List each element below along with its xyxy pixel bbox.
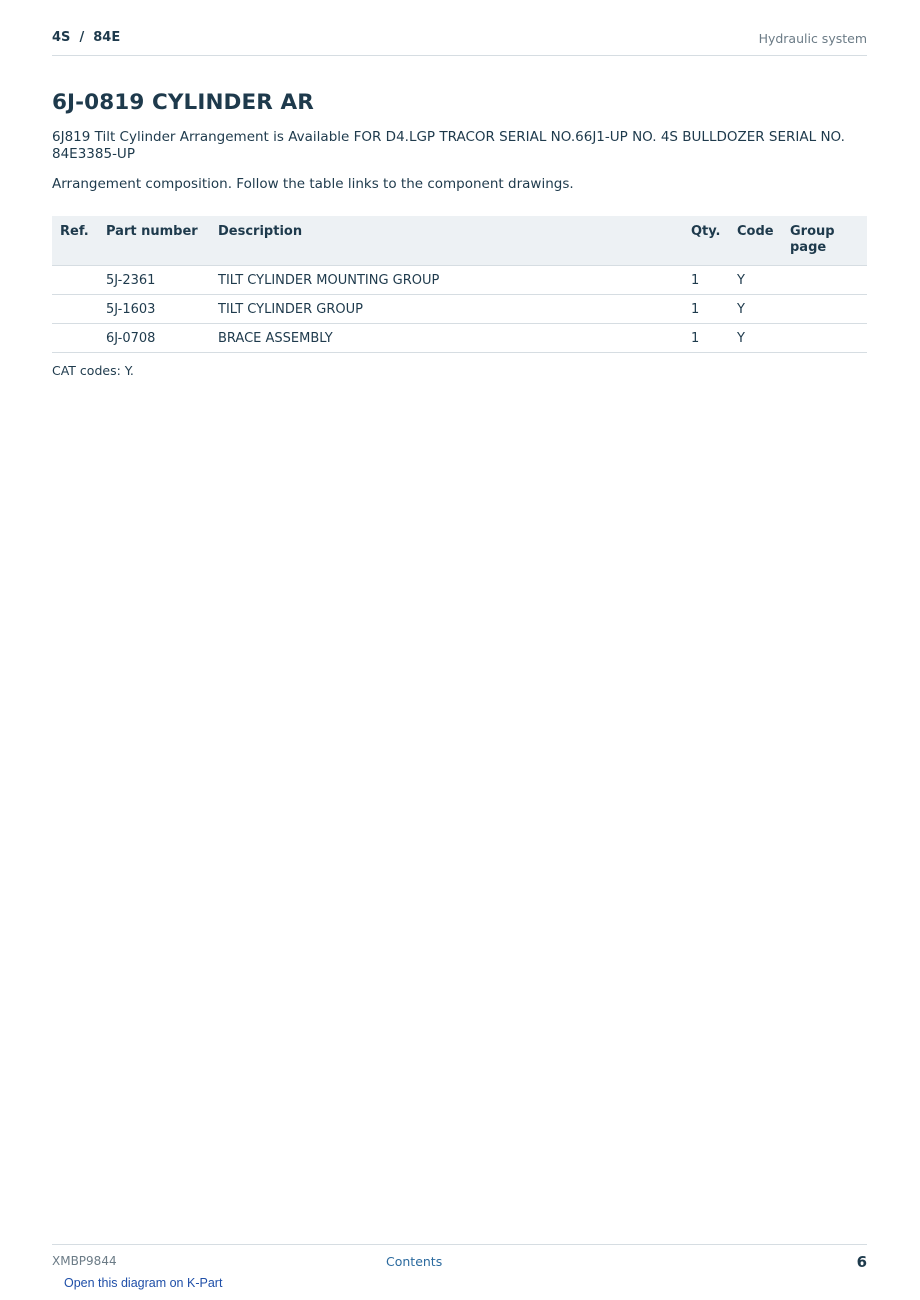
table-header-row — [52, 216, 867, 266]
section-name: Hydraulic system — [758, 31, 867, 46]
breadcrumb: 4S / 84E — [52, 30, 121, 45]
cell-part-number[interactable]: 5J-2361 — [98, 266, 210, 295]
page-number: 6 — [856, 1253, 867, 1271]
col-header-ref: Ref. — [52, 216, 98, 266]
cell-code: Y — [729, 324, 782, 353]
cell-description[interactable]: TILT CYLINDER MOUNTING GROUP — [210, 266, 683, 295]
cell-ref — [52, 295, 98, 324]
cell-group-page — [782, 295, 867, 324]
col-header-part-number: Part number — [98, 216, 210, 266]
cell-part-number[interactable]: 6J-0708 — [98, 324, 210, 353]
cell-group-page — [782, 266, 867, 295]
cell-qty: 1 — [683, 324, 729, 353]
cell-qty: 1 — [683, 266, 729, 295]
composition-note: Arrangement composition. Follow the table links to the component drawings. — [52, 176, 574, 192]
cell-part-number[interactable]: 5J-1603 — [98, 295, 210, 324]
cat-codes-note: CAT codes: Y. — [52, 363, 134, 378]
cell-ref — [52, 324, 98, 353]
cell-code: Y — [729, 295, 782, 324]
cell-ref — [52, 266, 98, 295]
table-row[interactable] — [52, 266, 867, 295]
col-header-code: Code — [729, 216, 782, 266]
page-title: 6J-0819 CYLINDER AR — [52, 90, 314, 115]
table-row[interactable] — [52, 295, 867, 324]
col-header-description: Description — [210, 216, 683, 266]
parts-table — [52, 216, 867, 353]
document-id: XMBP9844 — [52, 1254, 117, 1268]
cell-group-page — [782, 324, 867, 353]
cell-description[interactable]: BRACE ASSEMBLY — [210, 324, 683, 353]
contents-link[interactable]: Contents — [386, 1254, 443, 1269]
page-footer — [52, 1244, 867, 1272]
cell-code: Y — [729, 266, 782, 295]
table-row[interactable] — [52, 324, 867, 353]
arrangement-description: 6J819 Tilt Cylinder Arrangement is Available FOR D4.LGP TRACOR SERIAL NO.66J1-UP NO. 4S BULLDOZER SERIAL NO. 84E3385-UP — [52, 129, 845, 162]
open-kpart-link[interactable]: Open this diagram on K-Part — [64, 1276, 223, 1290]
page-header — [52, 29, 867, 56]
col-header-group-page: Group page — [782, 216, 867, 266]
cell-qty: 1 — [683, 295, 729, 324]
col-header-qty: Qty. — [683, 216, 729, 266]
cell-description[interactable]: TILT CYLINDER GROUP — [210, 295, 683, 324]
